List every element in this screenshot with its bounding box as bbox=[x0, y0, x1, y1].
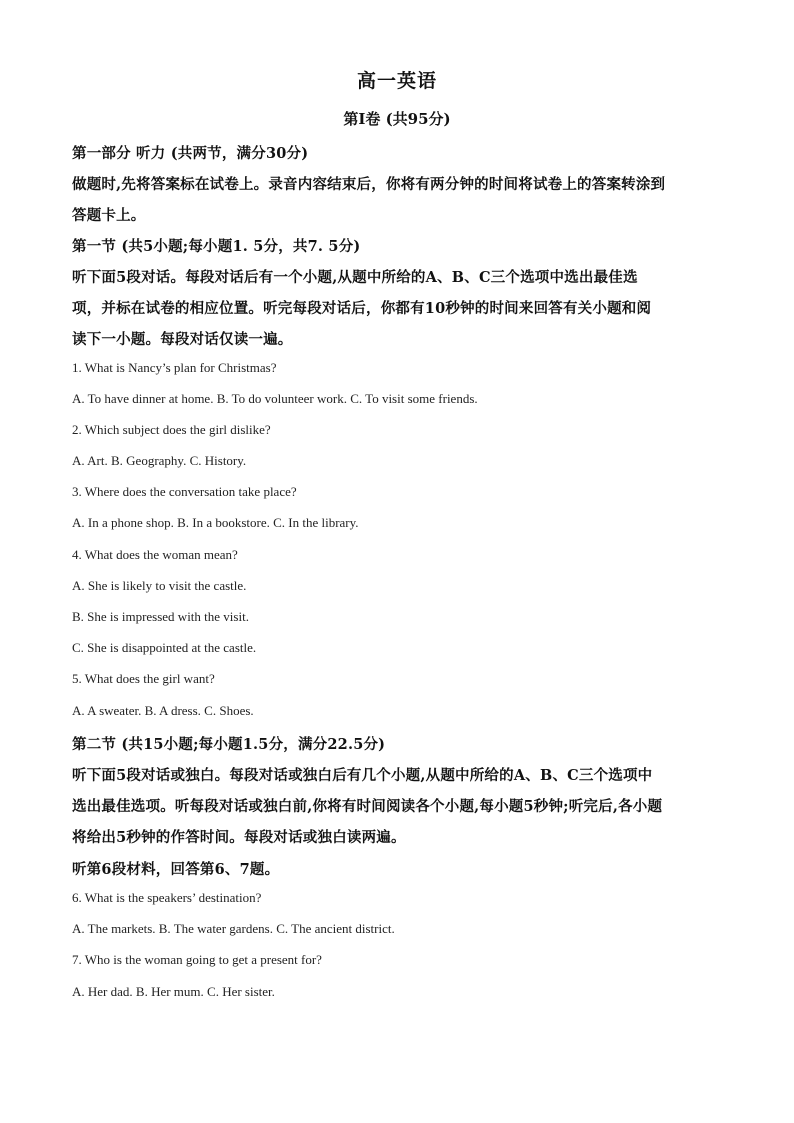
question-5-options: A. A sweater. B. A dress. C. Shoes. bbox=[72, 703, 254, 718]
section2-heading: 第二节 (共15小题;每小题1.5分，满分22.5分) bbox=[72, 736, 386, 753]
section1-instruction-line: 项，并标在试卷的相应位置。听完每段对话后，你都有10秒钟的时间来回答有关小题和阅 bbox=[72, 300, 652, 317]
question-4-option-c: C. She is disappointed at the castle. bbox=[72, 640, 257, 655]
section2-instruction-line: 将给出5秒钟的作答时间。每段对话或独白读两遍。 bbox=[72, 829, 406, 846]
question-3: 3. Where does the conversation take place? bbox=[72, 484, 297, 499]
page-subtitle: 第Ⅰ卷 (共95分) bbox=[343, 110, 451, 128]
section2-instruction-line: 选出最佳选项。听每段对话或独白前,你将有时间阅读各个小题,每小题5秒钟;听完后,各小题 bbox=[72, 798, 663, 815]
question-2-options: A. Art. B. Geography. C. History. bbox=[72, 453, 247, 468]
question-1-options: A. To have dinner at home. B. To do volunteer work. C. To visit some friends. bbox=[72, 391, 478, 406]
material-note: 听第6段材料，回答第6、7题。 bbox=[72, 861, 280, 878]
question-7: 7. Who is the woman going to get a present for? bbox=[72, 952, 322, 967]
section2-instruction-line: 听下面5段对话或独白。每段对话或独白后有几个小题,从题中所给的A、B、C三个选项中 bbox=[72, 767, 653, 784]
page-title: 高一英语 bbox=[356, 70, 437, 92]
question-7-options: A. Her dad. B. Her mum. C. Her sister. bbox=[72, 984, 275, 999]
question-1: 1. What is Nancy’s plan for Christmas? bbox=[72, 360, 277, 375]
part1-heading: 第一部分 听力 (共两节，满分30分) bbox=[72, 145, 309, 162]
section1-heading: 第一节 (共5小题;每小题1. 5分，共7. 5分) bbox=[72, 238, 361, 255]
question-4-option-a: A. She is likely to visit the castle. bbox=[72, 578, 247, 593]
part1-instruction-line: 做题时,先将答案标在试卷上。录音内容结束后，你将有两分钟的时间将试卷上的答案转涂到 bbox=[72, 176, 666, 193]
question-5: 5. What does the girl want? bbox=[72, 671, 215, 686]
part1-instruction-line: 答题卡上。 bbox=[72, 207, 146, 224]
section1-instruction-line: 读下一小题。每段对话仅读一遍。 bbox=[72, 331, 293, 348]
question-2: 2. Which subject does the girl dislike? bbox=[72, 422, 271, 437]
question-6-options: A. The markets. B. The water gardens. C. The ancient district. bbox=[72, 921, 395, 936]
question-4-option-b: B. She is impressed with the visit. bbox=[72, 609, 249, 624]
question-3-options: A. In a phone shop. B. In a bookstore. C. In the library. bbox=[72, 515, 359, 530]
question-6: 6. What is the speakers’ destination? bbox=[72, 890, 262, 905]
question-4: 4. What does the woman mean? bbox=[72, 547, 238, 562]
section1-instruction-line: 听下面5段对话。每段对话后有一个小题,从题中所给的A、B、C三个选项中选出最佳选 bbox=[72, 269, 638, 286]
